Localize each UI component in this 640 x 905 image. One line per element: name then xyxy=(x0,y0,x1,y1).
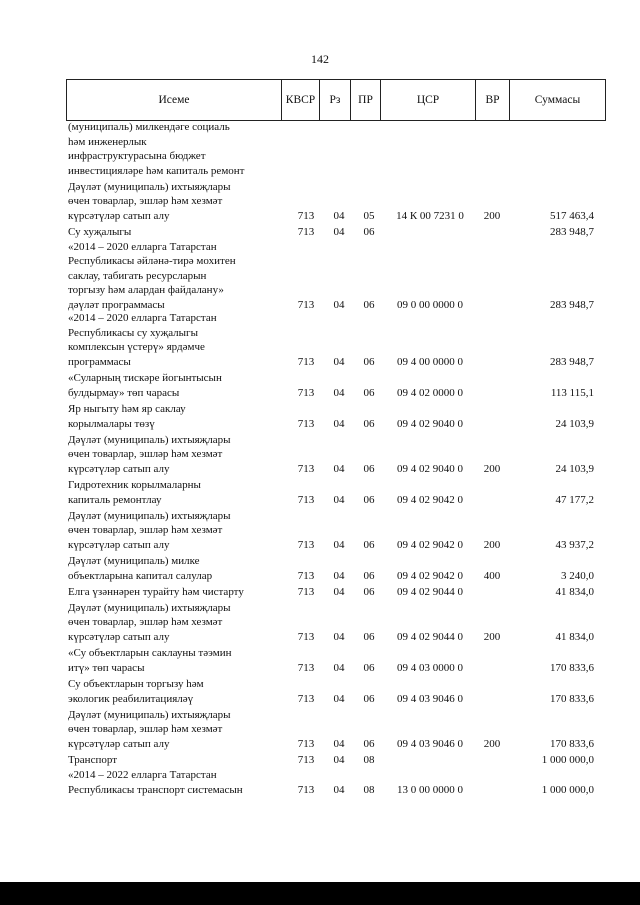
row-rz: 04 xyxy=(333,783,345,796)
row-sum: 170 833,6 xyxy=(550,661,594,674)
row-csr: 09 4 02 0000 0 xyxy=(397,386,463,399)
row-vr: 200 xyxy=(483,538,501,551)
row-name-line: күрсәтүләр сатып алу xyxy=(68,630,170,643)
row-rz: 04 xyxy=(333,209,345,222)
row-name-line: өчен товарлар, эшләр һәм хезмәт xyxy=(68,524,223,536)
row-name xyxy=(68,402,274,431)
row-name-line: объектларына капитал салулар xyxy=(68,569,213,582)
row-name-line: (муниципаль) милкендәге социаль xyxy=(68,121,230,133)
row-name-line: «Суларның тискәре йогынтысын xyxy=(68,372,222,384)
row-sum: 283 948,7 xyxy=(550,298,594,311)
row-kvsr: 713 xyxy=(297,753,315,766)
row-name-line: Су хуҗалыгы xyxy=(68,225,132,238)
row-name xyxy=(68,768,274,797)
row-kvsr: 713 xyxy=(297,355,315,368)
row-pr: 06 xyxy=(363,355,375,368)
row-name-line: Яр ныгыту һәм яр саклау xyxy=(68,403,186,415)
row-sum: 43 937,2 xyxy=(555,538,594,551)
row-vr: 200 xyxy=(483,462,501,475)
row-kvsr: 713 xyxy=(297,493,315,506)
row-name-line: «2014 – 2020 елларга Татарстан xyxy=(68,312,217,324)
row-csr: 09 4 02 9042 0 xyxy=(397,569,463,582)
row-sum: 1 000 000,0 xyxy=(541,783,594,796)
row-rz: 04 xyxy=(333,386,345,399)
row-kvsr: 713 xyxy=(297,225,315,238)
row-sum: 1 000 000,0 xyxy=(541,753,594,766)
row-rz: 04 xyxy=(333,225,345,238)
row-name-line: инвестицияләре һәм капиталь ремонт xyxy=(68,164,245,177)
row-pr: 06 xyxy=(363,585,375,598)
row-rz: 04 xyxy=(333,692,345,705)
row-name-line: күрсәтүләр сатып алу xyxy=(68,538,170,551)
row-pr: 06 xyxy=(363,737,375,750)
row-kvsr: 713 xyxy=(297,783,315,796)
row-kvsr: 713 xyxy=(297,569,315,582)
row-name-line: өчен товарлар, эшләр һәм хезмәт xyxy=(68,448,223,460)
row-name-line: дәүләт программасы xyxy=(68,298,165,311)
row-csr: 14 К 00 7231 0 xyxy=(396,209,464,222)
row-pr: 06 xyxy=(363,692,375,705)
row-sum: 113 115,1 xyxy=(550,386,594,399)
row-name xyxy=(68,585,274,600)
row-rz: 04 xyxy=(333,569,345,582)
row-kvsr: 713 xyxy=(297,386,315,399)
row-name xyxy=(68,554,274,583)
row-rz: 04 xyxy=(333,355,345,368)
row-name xyxy=(68,433,274,477)
row-vr: 200 xyxy=(483,630,501,643)
row-name-line: саклау, табигать ресурсларын xyxy=(68,269,207,282)
row-name xyxy=(68,478,274,507)
row-vr: 200 xyxy=(483,209,501,222)
row-name-line: өчен товарлар, эшләр һәм хезмәт xyxy=(68,616,223,628)
row-rz: 04 xyxy=(333,493,345,506)
row-kvsr: 713 xyxy=(297,538,315,551)
row-name-line: өчен товарлар, эшләр һәм хезмәт xyxy=(68,195,223,207)
row-name xyxy=(68,646,274,675)
row-sum: 517 463,4 xyxy=(550,209,594,222)
row-name xyxy=(68,708,274,752)
column-header-sum: Суммасы xyxy=(509,80,605,120)
row-csr: 09 4 02 9042 0 xyxy=(397,493,463,506)
row-vr: 200 xyxy=(483,737,501,750)
row-kvsr: 713 xyxy=(297,661,315,674)
row-rz: 04 xyxy=(333,538,345,551)
row-name-line: инфраструктурасына бюджет xyxy=(68,150,206,162)
row-pr: 06 xyxy=(363,462,375,475)
row-name-line: комплексын үстерү» ярдәмче xyxy=(68,341,205,353)
row-name-line: «2014 – 2020 елларга Татарстан xyxy=(68,240,217,253)
row-rz: 04 xyxy=(333,630,345,643)
row-name xyxy=(68,311,274,369)
row-name-line: Республикасы әйләнә-тирә мохитен xyxy=(68,255,236,267)
row-sum: 24 103,9 xyxy=(555,462,594,475)
column-header-pr: ПР xyxy=(350,80,380,120)
row-pr: 06 xyxy=(363,661,375,674)
row-kvsr: 713 xyxy=(297,417,315,430)
row-name-line: Дәүләт (муниципаль) милке xyxy=(68,555,200,567)
row-pr: 06 xyxy=(363,538,375,551)
row-kvsr: 713 xyxy=(297,692,315,705)
row-name-line: «2014 – 2022 елларга Татарстан xyxy=(68,769,217,781)
row-kvsr: 713 xyxy=(297,298,315,311)
row-name-line: итү» төп чарасы xyxy=(68,661,145,674)
row-name xyxy=(68,180,274,224)
row-sum: 283 948,7 xyxy=(550,355,594,368)
row-kvsr: 713 xyxy=(297,585,315,598)
row-name-line: экологик реабилитацияләү xyxy=(68,692,194,705)
scan-border xyxy=(0,882,640,905)
row-rz: 04 xyxy=(333,737,345,750)
row-csr: 09 4 03 0000 0 xyxy=(397,661,463,674)
row-csr: 09 0 00 0000 0 xyxy=(397,298,463,311)
row-name-line: Дәүләт (муниципаль) ихтыяҗлары xyxy=(68,180,231,193)
row-name-line: күрсәтүләр сатып алу xyxy=(68,209,170,222)
row-name xyxy=(68,601,274,645)
row-pr: 06 xyxy=(363,417,375,430)
row-name-line: Республикасы транспорт системасын xyxy=(68,783,243,796)
row-name-line: булдырмау» төп чарасы xyxy=(68,386,180,399)
row-csr: 09 4 02 9044 0 xyxy=(397,630,463,643)
row-sum: 3 240,0 xyxy=(561,569,594,582)
row-csr: 09 4 02 9044 0 xyxy=(397,585,463,598)
page-number: 142 xyxy=(311,52,329,66)
column-header-rz: Рз xyxy=(319,80,350,120)
row-kvsr: 713 xyxy=(297,737,315,750)
row-csr: 09 4 03 9046 0 xyxy=(397,737,463,750)
column-header-vr: ВР xyxy=(475,80,509,120)
row-sum: 170 833,6 xyxy=(550,692,594,705)
row-pr: 06 xyxy=(363,298,375,311)
row-name-line: күрсәтүләр сатып алу xyxy=(68,462,170,475)
row-sum: 41 834,0 xyxy=(555,630,594,643)
row-name-line: Дәүләт (муниципаль) ихтыяҗлары xyxy=(68,708,231,721)
row-name-line: программасы xyxy=(68,355,131,368)
row-name xyxy=(68,509,274,553)
row-csr: 09 4 03 9046 0 xyxy=(397,692,463,705)
row-rz: 04 xyxy=(333,462,345,475)
row-pr: 08 xyxy=(363,783,375,796)
row-name-line: Дәүләт (муниципаль) ихтыяҗлары xyxy=(68,509,231,522)
row-name xyxy=(68,240,274,313)
row-rz: 04 xyxy=(333,753,345,766)
row-name xyxy=(68,371,274,400)
row-sum: 170 833,6 xyxy=(550,737,594,750)
row-csr: 13 0 00 0000 0 xyxy=(397,783,463,796)
row-pr: 06 xyxy=(363,630,375,643)
row-rz: 04 xyxy=(333,298,345,311)
row-rz: 04 xyxy=(333,417,345,430)
row-name-line: һәм инженерлык xyxy=(68,135,147,148)
row-kvsr: 713 xyxy=(297,209,315,222)
row-sum: 47 177,2 xyxy=(555,493,594,506)
row-name-line: торгызу һәм алардан файдалану» xyxy=(68,284,224,296)
row-pr: 06 xyxy=(363,493,375,506)
row-name-line: корылмалары төзү xyxy=(68,417,155,430)
row-name-line: Республикасы су хуҗалыгы xyxy=(68,326,198,339)
row-name-line: Су объектларын торгызу һәм xyxy=(68,678,204,690)
row-rz: 04 xyxy=(333,661,345,674)
row-pr: 06 xyxy=(363,386,375,399)
row-pr: 06 xyxy=(363,225,375,238)
row-name-line: Транспорт xyxy=(68,753,118,766)
row-name-line: өчен товарлар, эшләр һәм хезмәт xyxy=(68,723,223,735)
row-kvsr: 713 xyxy=(297,630,315,643)
row-name xyxy=(68,753,274,768)
row-sum: 41 834,0 xyxy=(555,585,594,598)
row-name-line: Гидротехник корылмаларны xyxy=(68,479,201,491)
row-sum: 24 103,9 xyxy=(555,417,594,430)
row-pr: 08 xyxy=(363,753,375,766)
column-header-name: Исеме xyxy=(158,94,190,106)
row-csr: 09 4 02 9040 0 xyxy=(397,462,463,475)
row-name-line: «Су объектларын саклауны тәэмин xyxy=(68,647,232,659)
row-rz: 04 xyxy=(333,585,345,598)
row-csr: 09 4 02 9040 0 xyxy=(397,417,463,430)
row-name-line: капиталь ремонтлау xyxy=(68,493,162,506)
row-sum: 283 948,7 xyxy=(550,225,594,238)
row-name-line: Дәүләт (муниципаль) ихтыяҗлары xyxy=(68,601,231,614)
row-name xyxy=(68,120,274,178)
row-csr: 09 4 02 9042 0 xyxy=(397,538,463,551)
row-kvsr: 713 xyxy=(297,462,315,475)
row-pr: 05 xyxy=(363,209,375,222)
row-vr: 400 xyxy=(483,569,501,582)
row-name-line: Елга үзәннәрен турайту һәм чистарту xyxy=(68,585,244,598)
column-header-kvsr: КВСР xyxy=(281,80,319,120)
row-name-line: күрсәтүләр сатып алу xyxy=(68,737,170,750)
row-name xyxy=(68,225,274,240)
column-header-csr: ЦСР xyxy=(380,80,475,120)
row-csr: 09 4 00 0000 0 xyxy=(397,355,463,368)
row-pr: 06 xyxy=(363,569,375,582)
row-name-line: Дәүләт (муниципаль) ихтыяҗлары xyxy=(68,433,231,446)
row-name xyxy=(68,677,274,706)
